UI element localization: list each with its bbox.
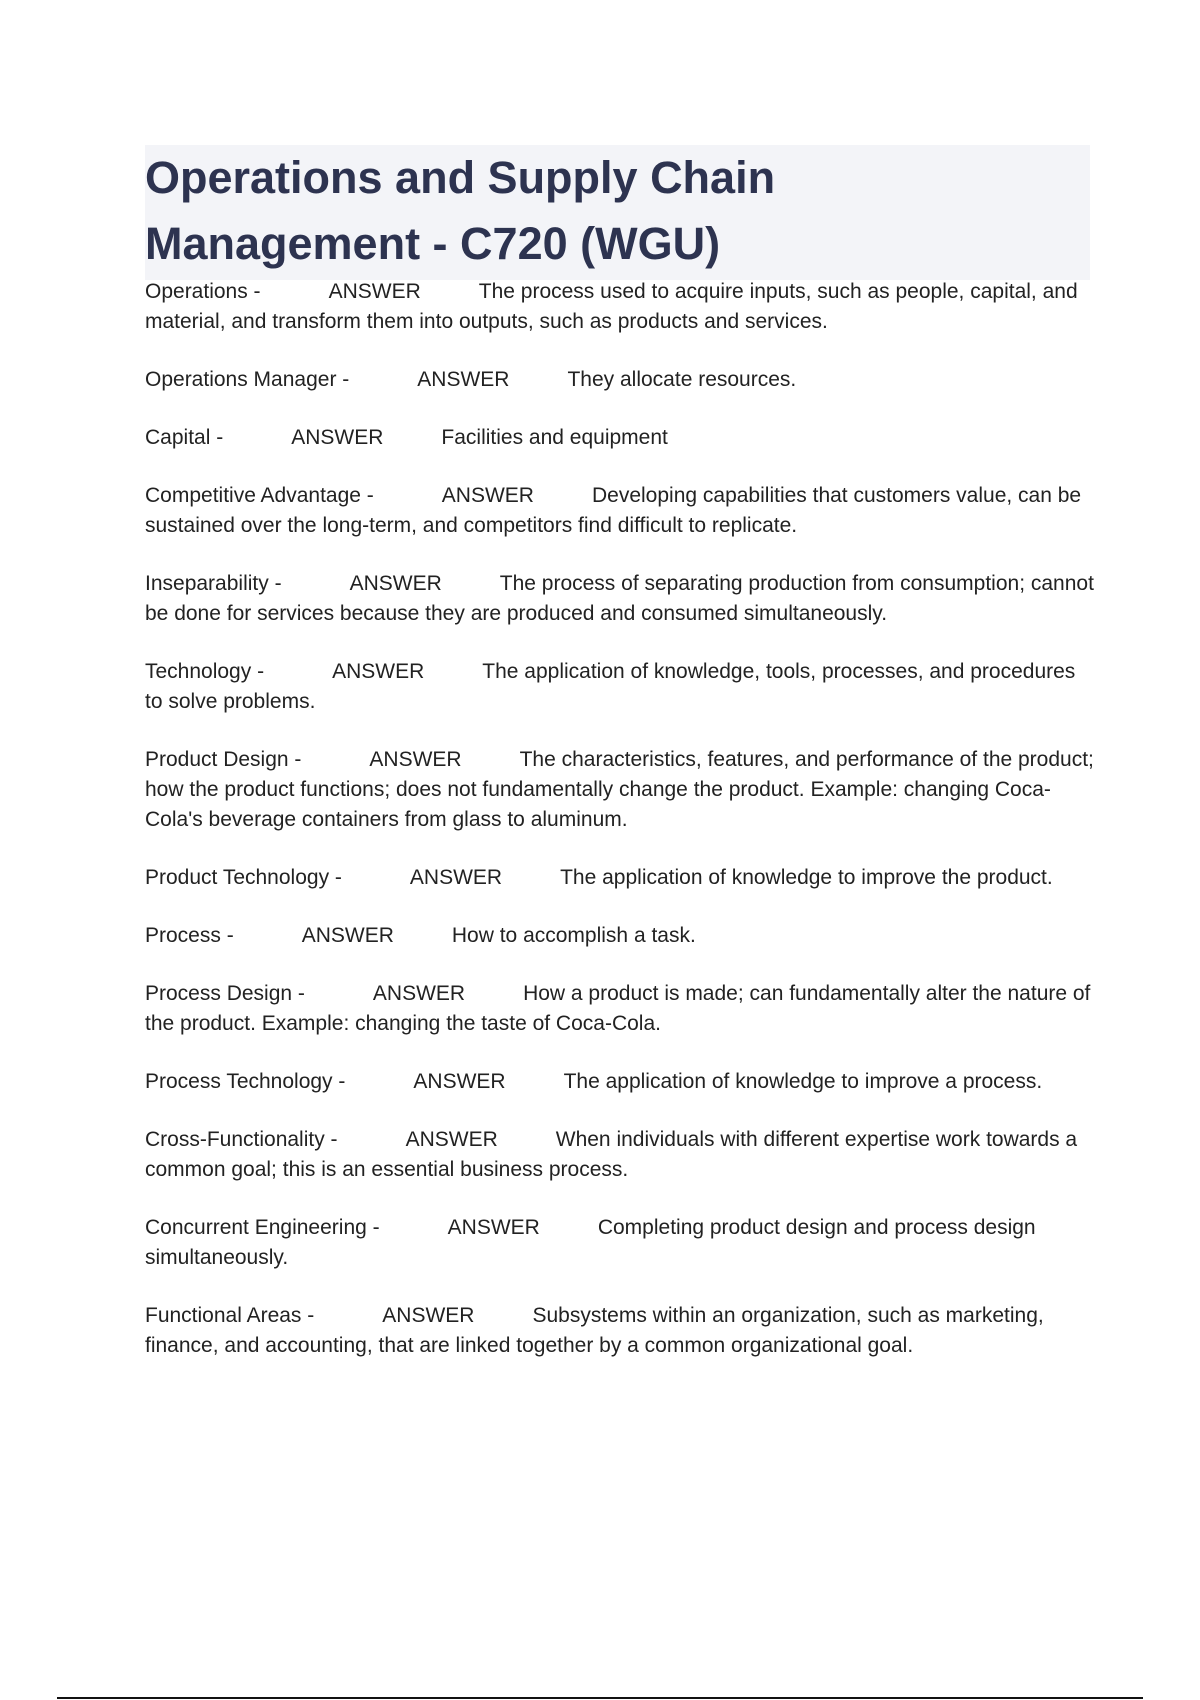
qa-entry [145, 1213, 1095, 1273]
answer-label: ANSWER [291, 426, 384, 449]
definition: When individuals with different expertise work towards a common goal; this is an essential business process. [145, 1128, 1078, 1181]
definition: How a product is made; can fundamentally alter the nature of the product. Example: changing the taste of Coca-Cola. [145, 982, 1091, 1035]
term: Inseparability - [145, 572, 282, 595]
qa-entry [145, 745, 1095, 835]
qa-entry [145, 569, 1095, 629]
qa-entry [145, 423, 1095, 453]
qa-entry [145, 1125, 1095, 1185]
term: Process Technology - [145, 1070, 346, 1093]
answer-label: ANSWER [332, 660, 425, 683]
answer-label: ANSWER [413, 1070, 506, 1093]
footer-divider [57, 1697, 1143, 1699]
answer-label: ANSWER [369, 748, 462, 771]
term: Product Design - [145, 748, 302, 771]
term: Operations Manager - [145, 368, 350, 391]
qa-list [145, 277, 1095, 1389]
term: Competitive Advantage - [145, 484, 374, 507]
definition: The process of separating production from consumption; cannot be done for services because they are produced and consumed simultaneously. [145, 572, 1094, 625]
answer-label: ANSWER [372, 982, 466, 1005]
answer-label: ANSWER [328, 280, 421, 303]
answer-label: ANSWER [417, 368, 510, 391]
qa-entry [145, 365, 1095, 395]
term: Functional Areas - [145, 1304, 315, 1327]
term: Cross-Functionality - [145, 1128, 338, 1151]
answer-label: ANSWER [405, 1128, 498, 1151]
definition: Subsystems within an organization, such as marketing, finance, and accounting, that are linked together by a common organizational goal. [145, 1304, 1044, 1357]
definition: Developing capabilities that customers value, can be sustained over the long-term, and competitors find difficult to replicate. [145, 484, 1082, 537]
title-block [145, 145, 1090, 280]
definition: Completing product design and process design simultaneously. [145, 1216, 1036, 1269]
answer-label: ANSWER [441, 484, 534, 507]
page-title: Operations and Supply Chain Management - C720 (WGU) [145, 152, 776, 269]
term: Product Technology - [145, 866, 342, 889]
answer-label: ANSWER [447, 1216, 540, 1239]
qa-entry [145, 481, 1095, 541]
definition: The process used to acquire inputs, such as people, capital, and material, and transform them into outputs, such as products and services. [145, 280, 1078, 333]
term: Operations - [145, 280, 261, 303]
term: Concurrent Engineering - [145, 1216, 380, 1239]
answer-label: ANSWER [301, 924, 394, 947]
qa-entry [145, 921, 1095, 951]
answer-label: ANSWER [349, 572, 442, 595]
definition: The application of knowledge to improve a process. [563, 1070, 1043, 1093]
qa-entry [145, 979, 1095, 1039]
term: Technology - [145, 660, 265, 683]
definition: The characteristics, features, and performance of the product; how the product functions; does not fundamentally change the product. Example: changing Coca-Cola's beverage containers from glass to aluminum. [145, 748, 1094, 831]
definition: The application of knowledge to improve the product. [560, 866, 1053, 889]
term: Capital - [145, 426, 224, 449]
qa-entry [145, 1301, 1095, 1361]
qa-entry [145, 863, 1095, 893]
term: Process - [145, 924, 234, 947]
answer-label: ANSWER [382, 1304, 475, 1327]
qa-entry [145, 1067, 1095, 1097]
definition: The application of knowledge, tools, processes, and procedures to solve problems. [145, 660, 1076, 713]
qa-entry [145, 277, 1095, 337]
definition: How to accomplish a task. [451, 924, 696, 947]
definition: Facilities and equipment [441, 426, 668, 449]
term: Process Design - [145, 982, 305, 1005]
definition: They allocate resources. [567, 368, 797, 391]
answer-label: ANSWER [409, 866, 503, 889]
qa-entry [145, 657, 1095, 717]
